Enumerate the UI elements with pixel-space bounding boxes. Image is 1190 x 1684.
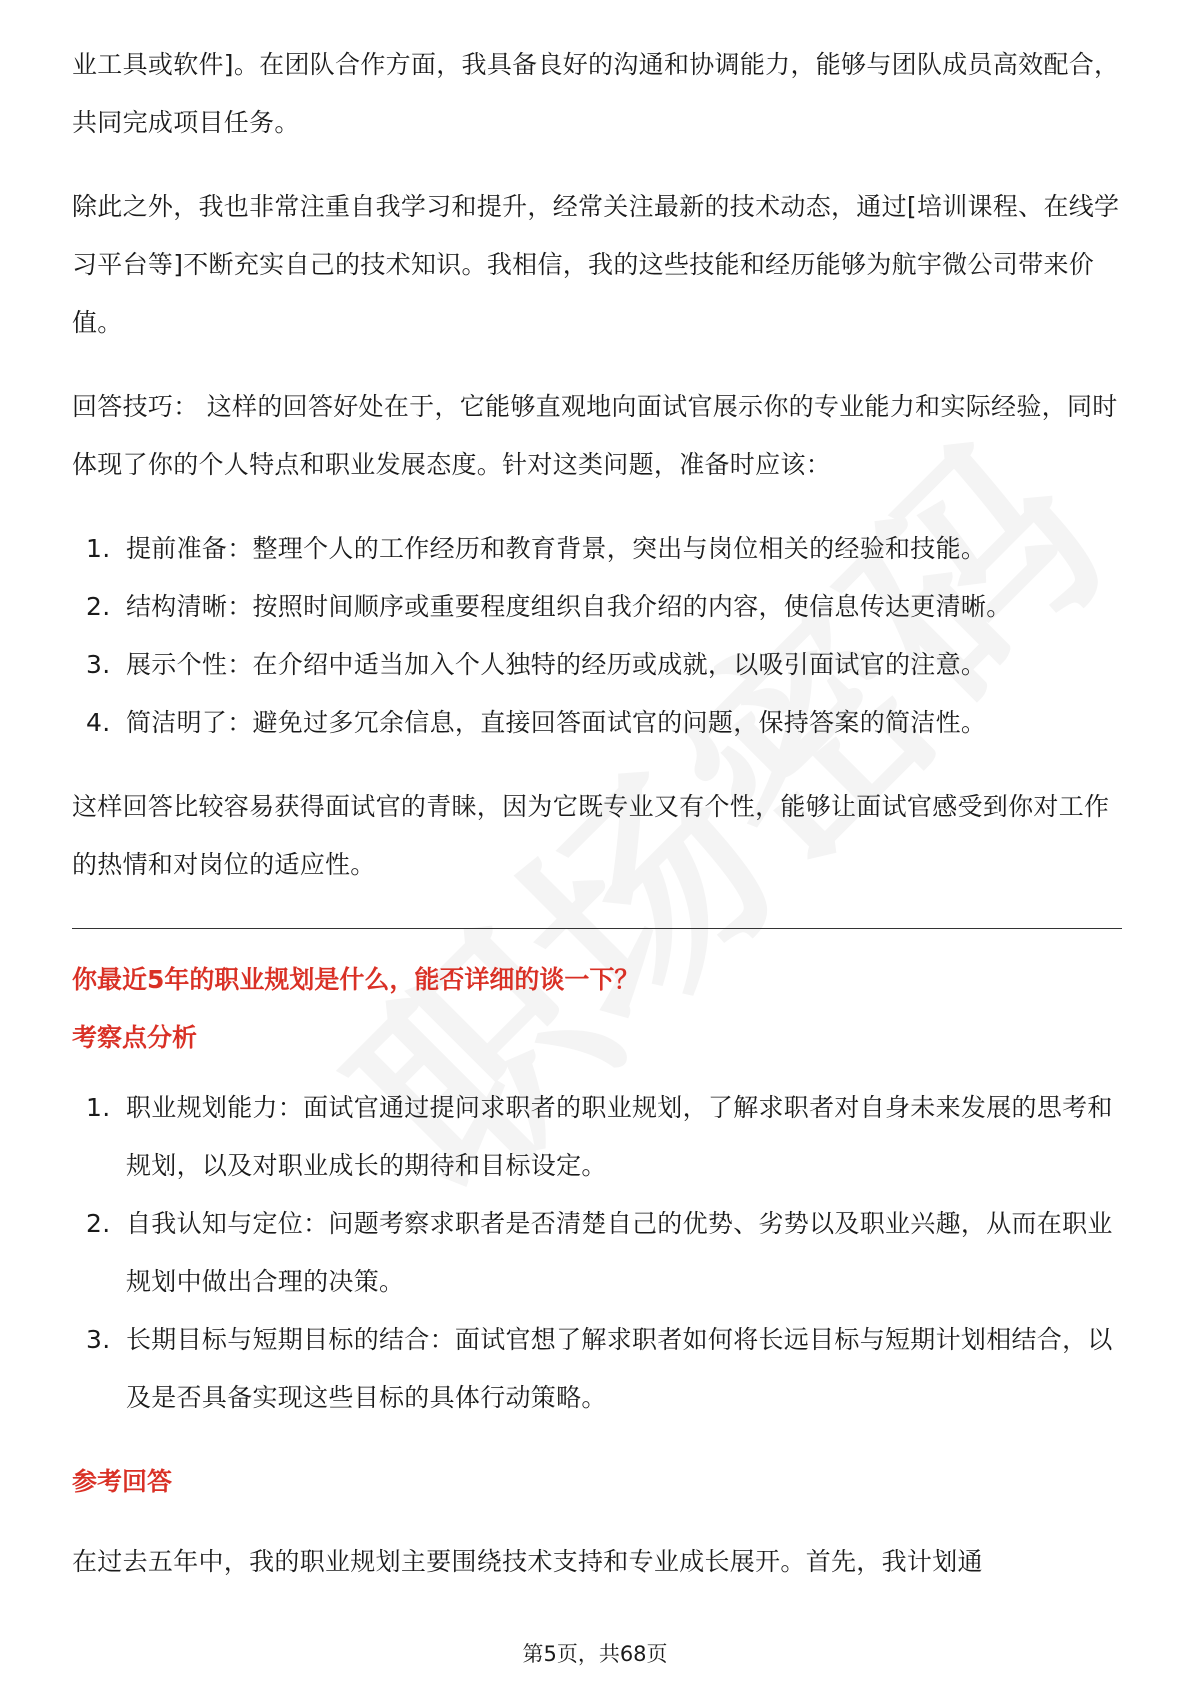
list-item — [72, 1079, 1122, 1195]
list-number: 4. — [86, 708, 111, 737]
analysis-list — [72, 1079, 1122, 1427]
list-item — [72, 1195, 1122, 1311]
list-item — [72, 694, 1122, 752]
paragraph-answer-tips: 回答技巧： 这样的回答好处在于，它能够直观地向面试官展示你的专业能力和实际经验，同时体现了你的个人特点和职业发展态度。针对这类问题，准备时应该： — [72, 392, 1118, 479]
list-number: 3. — [86, 650, 111, 679]
page-number: 第5页，共68页 — [0, 1640, 1190, 1668]
list-item-text: 自我认知与定位：问题考察求职者是否清楚自己的优势、劣势以及职业兴趣，从而在职业规划中做出合理的决策。 — [126, 1209, 1113, 1296]
list-item-text: 职业规划能力：面试官通过提问求职者的职业规划，了解求职者对自身未来发展的思考和规划，以及对职业成长的期待和目标设定。 — [126, 1093, 1113, 1180]
paragraph-summary: 这样回答比较容易获得面试官的青睐，因为它既专业又有个性，能够让面试官感受到你对工作的热情和对岗位的适应性。 — [72, 792, 1110, 879]
list-number: 1. — [86, 534, 111, 563]
list-number: 2. — [86, 592, 111, 621]
question-title: 你最近5年的职业规划是什么，能否详细的谈一下？ — [72, 965, 640, 994]
answer-heading: 参考回答 — [72, 1467, 173, 1496]
list-item — [72, 520, 1122, 578]
paragraph-answer-start — [72, 1533, 1122, 1576]
list-number: 2. — [86, 1209, 111, 1238]
list-item-text: 展示个性：在介绍中适当加入个人独特的经历或成就，以吸引面试官的注意。 — [126, 650, 987, 679]
list-number: 3. — [86, 1325, 111, 1354]
tips-list — [72, 520, 1122, 752]
list-item-text: 提前准备：整理个人的工作经历和教育背景，突出与岗位相关的经验和技能。 — [126, 534, 987, 563]
document-page — [72, 36, 1122, 1576]
list-number: 1. — [86, 1093, 111, 1122]
list-item — [72, 636, 1122, 694]
list-item — [72, 1311, 1122, 1427]
paragraph-self-learning: 除此之外，我也非常注重自我学习和提升，经常关注最新的技术动态，通过[培训课程、在线学习平台等]不断充实自己的技术知识。我相信，我的这些技能和经历能够为航宇微公司带来价值。 — [72, 192, 1120, 337]
paragraph-skills-continued: 业工具或软件]。在团队合作方面，我具备良好的沟通和协调能力，能够与团队成员高效配合，共同完成项目任务。 — [72, 50, 1120, 137]
section-divider — [72, 928, 1122, 929]
list-item — [72, 578, 1122, 636]
analysis-heading: 考察点分析 — [72, 1023, 198, 1052]
list-item-text: 简洁明了：避免过多冗余信息，直接回答面试官的问题，保持答案的简洁性。 — [126, 708, 987, 737]
paragraph-answer-text: 在过去五年中，我的职业规划主要围绕技术支持和专业成长展开。首先，我计划通 — [72, 1547, 983, 1576]
list-item-text: 长期目标与短期目标的结合：面试官想了解求职者如何将长远目标与短期计划相结合，以及是否具备实现这些目标的具体行动策略。 — [126, 1325, 1113, 1412]
list-item-text: 结构清晰：按照时间顺序或重要程度组织自我介绍的内容，使信息传达更清晰。 — [126, 592, 1012, 621]
